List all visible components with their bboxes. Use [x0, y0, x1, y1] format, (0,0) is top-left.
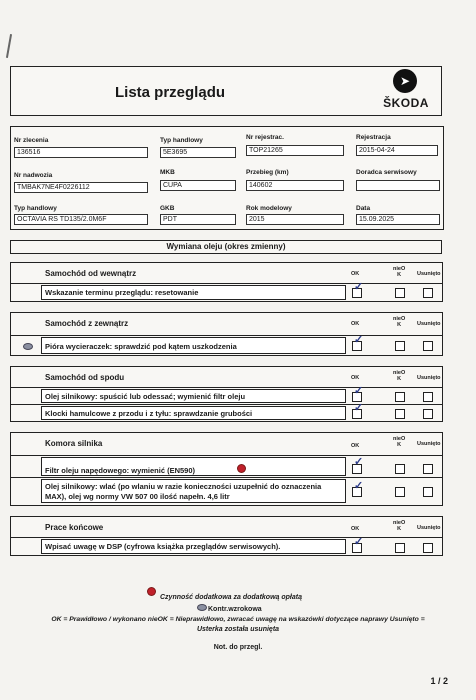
section-final-work	[10, 516, 443, 556]
done-checkbox[interactable]	[423, 341, 433, 351]
vin-label: Nr nadwozia	[14, 172, 53, 179]
pen-mark	[6, 34, 12, 58]
page-number: 1 / 2	[430, 676, 448, 686]
order-no-field: 136516	[14, 147, 148, 158]
checklist-row	[11, 404, 442, 421]
extra-charge-icon	[238, 465, 245, 472]
tick-mark: ✓	[354, 536, 364, 548]
col-ok: OK	[351, 375, 360, 381]
mileage-field: 140602	[246, 180, 344, 191]
col-nieok: nieO K	[393, 370, 406, 382]
section-title: Samochód od spodu	[45, 373, 125, 382]
item-text: Pióra wycieraczek: sprawdzić pod kątem uszkodzenia	[41, 337, 346, 354]
col-done: Usunięto	[417, 375, 441, 381]
trade-type-label: Typ handlowy	[160, 137, 203, 144]
oil-change-header: Wymiana oleju (okres zmienny)	[10, 240, 442, 254]
item-text: Wpisać uwagę w DSP (cyfrowa książka przeglądów serwisowych).	[41, 539, 346, 554]
section-title: Samochód od wewnątrz	[45, 269, 137, 278]
legend-codes: OK = Prawidłowo / wykonano nieOK = Nieprawidłowo, zwracać uwagę na wskazówki dotyczące naprawy Usunięto =	[51, 616, 425, 623]
done-checkbox[interactable]	[423, 543, 433, 553]
tick-mark: ✓	[354, 456, 364, 468]
advisor-field	[356, 180, 440, 191]
legend-not-applicable: Not. do przegl.	[213, 644, 263, 651]
mkb-label: MKB	[160, 169, 175, 176]
nieok-checkbox[interactable]	[395, 543, 405, 553]
trade-type2-field: OCTAVIA RS TD135/2.0M6F	[14, 214, 148, 225]
model-year-field: 2015	[246, 214, 344, 225]
section-exterior	[10, 312, 443, 356]
col-nieok: nieO K	[393, 316, 406, 328]
visual-check-icon	[23, 343, 33, 350]
advisor-label: Doradca serwisowy	[356, 169, 417, 176]
date-label: Data	[356, 205, 371, 212]
vin-field: TMBAK7NE4F0226112	[14, 182, 148, 193]
extra-charge-legend-icon	[148, 588, 155, 595]
done-checkbox[interactable]	[423, 464, 433, 474]
tick-mark: ✓	[354, 402, 364, 414]
col-done: Usunięto	[417, 321, 441, 327]
item-text: Klocki hamulcowe z przodu i z tyłu: sprawdzanie grubości	[41, 406, 346, 420]
registration-label: Rejestracja	[356, 134, 391, 141]
nieok-checkbox[interactable]	[395, 288, 405, 298]
checklist-row	[11, 335, 442, 355]
section-engine-bay	[10, 432, 443, 506]
skoda-logo	[375, 68, 437, 112]
col-ok: OK	[351, 321, 360, 327]
checklist-row	[11, 387, 442, 404]
tick-mark: ✓	[354, 385, 364, 397]
skoda-arrow-icon: ➤	[393, 69, 417, 93]
page-title: Lista przeglądu	[115, 84, 226, 101]
visual-check-legend-icon	[197, 604, 207, 611]
checklist-row	[11, 537, 442, 555]
gkb-field: PDT	[160, 214, 236, 225]
done-checkbox[interactable]	[423, 392, 433, 402]
checklist-row	[11, 477, 442, 504]
section-interior	[10, 262, 443, 302]
checklist-row	[11, 455, 442, 477]
nieok-checkbox[interactable]	[395, 464, 405, 474]
col-nieok: nieO K	[393, 520, 406, 532]
tick-mark: ✓	[354, 334, 364, 346]
col-done: Usunięto	[417, 525, 441, 531]
nieok-checkbox[interactable]	[395, 392, 405, 402]
checklist-row	[11, 283, 442, 301]
legend-extra: Czynność dodatkowa za dodatkową opłatą	[160, 594, 302, 601]
legend-visual: Kontr.wzrokowa	[208, 606, 262, 613]
nieok-checkbox[interactable]	[395, 409, 405, 419]
order-no-label: Nr zlecenia	[14, 137, 49, 144]
col-ok: OK	[351, 526, 360, 532]
section-title: Samochód z zewnątrz	[45, 319, 129, 328]
date-field: 15.09.2025	[356, 214, 440, 225]
section-title: Komora silnika	[45, 439, 103, 448]
section-underbody	[10, 366, 443, 422]
col-nieok: nieO K	[393, 266, 406, 278]
trade-type-field: 5E3695	[160, 147, 236, 158]
legend-codes-cont: Usterka została usunięta	[196, 626, 280, 633]
col-done: Usunięto	[417, 441, 441, 447]
item-text: Olej silnikowy: spuścić lub odessać; wymienić filtr oleju	[41, 389, 346, 403]
col-ok: OK	[351, 271, 360, 277]
reg-no-label: Nr rejestrac.	[246, 134, 284, 141]
nieok-checkbox[interactable]	[395, 487, 405, 497]
brand-name: ŠKODA	[383, 96, 429, 110]
col-done: Usunięto	[417, 271, 441, 277]
mileage-label: Przebieg (km)	[246, 169, 289, 176]
col-nieok: nieO K	[393, 436, 406, 448]
tick-mark: ✓	[354, 480, 364, 492]
done-checkbox[interactable]	[423, 409, 433, 419]
item-text: Filtr oleju napędowego: wymienić (EN590)	[41, 457, 346, 476]
item-text: Wskazanie terminu przeglądu: resetowanie	[41, 285, 346, 300]
mkb-field: CUPA	[160, 180, 236, 191]
done-checkbox[interactable]	[423, 288, 433, 298]
registration-field: 2015-04-24	[356, 145, 438, 156]
gkb-label: GKB	[160, 205, 175, 212]
section-title: Prace końcowe	[45, 523, 104, 532]
nieok-checkbox[interactable]	[395, 341, 405, 351]
done-checkbox[interactable]	[423, 487, 433, 497]
reg-no-field: TOP21265	[246, 145, 344, 156]
model-year-label: Rok modelowy	[246, 205, 292, 212]
tick-mark: ✓	[354, 281, 364, 293]
item-text: Olej silnikowy: wlać (po wlaniu w razie konieczności uzupełnić do oznaczenia MAX), olej wg normy VW 507 00 ilość napełn. 4,6 litr	[41, 479, 346, 503]
trade-type2-label: Typ handlowy	[14, 205, 57, 212]
col-ok: OK	[351, 443, 360, 449]
